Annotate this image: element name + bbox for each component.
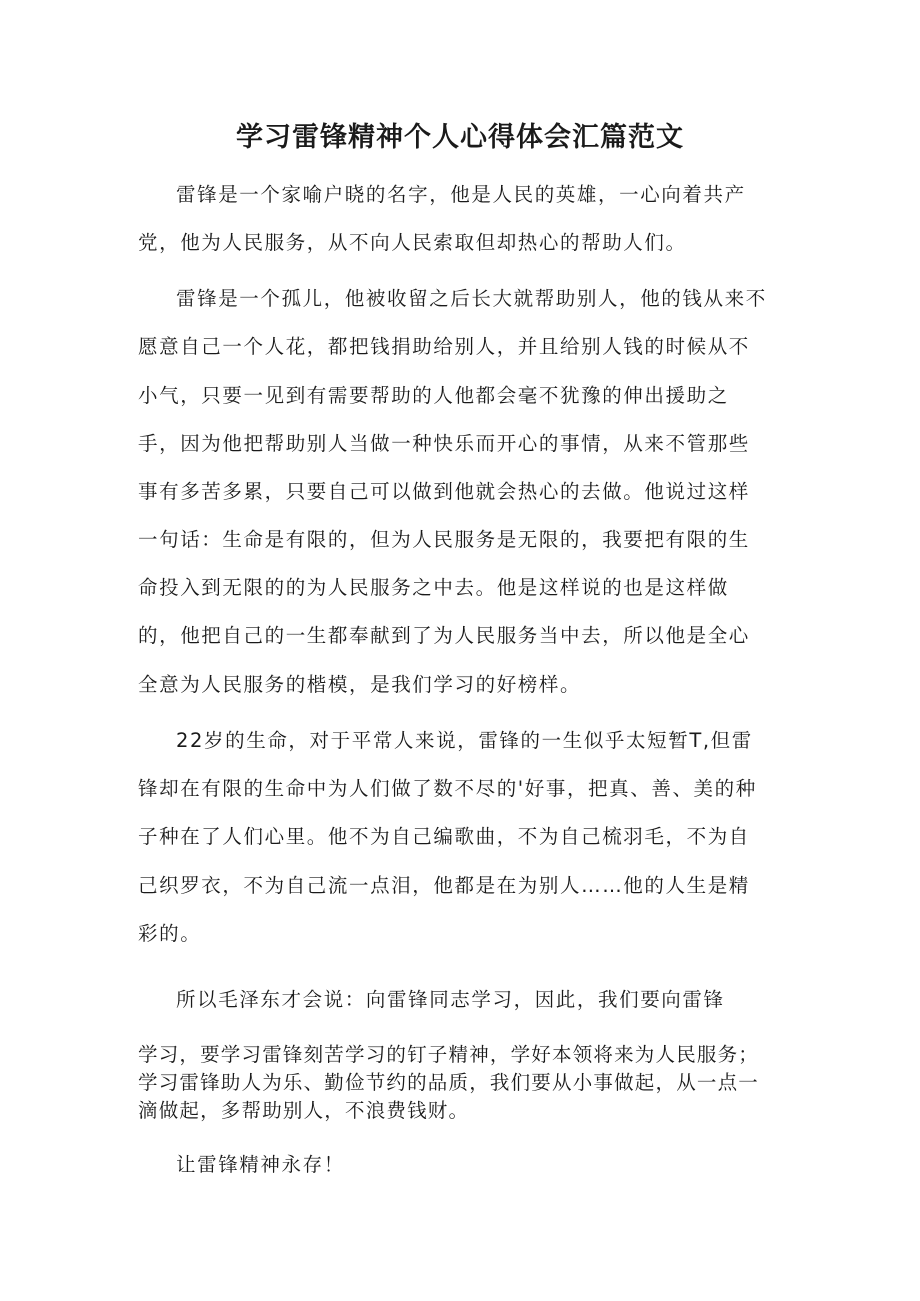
paragraph-3-line-4: 己织罗衣，不为自己流一点泪，他都是在为别人……他的人生是精 [138,874,750,897]
paragraph-5-line-2: 学习雷锋助人为乐、勤俭节约的品质，我们要从小事做起，从一点一 [138,1071,760,1094]
paragraph-2-line-4: 手，因为他把帮助别人当做一种快乐而开心的事情，从来不管那些 [138,432,750,455]
paragraph-6-line-1: 让雷锋精神永存！ [176,1153,345,1176]
paragraph-2-line-8: 的，他把自己的一生都奉献到了为人民服务当中去，所以他是全心 [138,624,750,647]
paragraph-2-line-3: 小气，只要一见到有需要帮助的人他都会毫不犹豫的伸出援助之 [138,384,729,407]
paragraph-2-line-9: 全意为人民服务的楷模，是我们学习的好榜样。 [138,673,582,696]
document-title: 学习雷锋精神个人心得体会汇篇范文 [236,122,684,153]
paragraph-4-line-1: 所以毛泽东才会说：向雷锋同志学习，因此，我们要向雷锋 [176,988,725,1011]
paragraph-5-line-3: 滴做起，多帮助别人，不浪费钱财。 [138,1099,470,1122]
paragraph-2-line-6: 一句话：生命是有限的，但为人民服务是无限的，我要把有限的生 [138,528,750,551]
paragraph-2-line-5: 事有多苦多累，只要自己可以做到他就会热心的去做。他说过这样 [138,480,750,503]
paragraph-2-line-7: 命投入到无限的的为人民服务之中去。他是这样说的也是这样做 [138,576,729,599]
paragraph-2-line-1: 雷锋是一个孤儿，他被收留之后长大就帮助别人，他的钱从来不 [176,287,767,310]
paragraph-3-line-1: 22岁的生命，对于平常人来说，雷锋的一生似乎太短暂T,但雷 [176,729,753,752]
paragraph-2-line-2: 愿意自己一个人花，都把钱捐助给别人，并且给别人钱的时候从不 [138,335,750,358]
paragraph-5-line-1: 学习，要学习雷锋刻苦学习的钉子精神，学好本领将来为人民服务； [138,1043,760,1066]
paragraph-3-line-5: 彩的。 [138,922,202,945]
paragraph-1-line-1: 雷锋是一个家喻户晓的名字，他是人民的英雄，一心向着共产 [176,183,746,206]
paragraph-3-line-3: 子种在了人们心里。他不为自己编歌曲，不为自己梳羽毛，不为自 [138,825,750,848]
paragraph-3-line-2: 锋却在有限的生命中为人们做了数不尽的'好事，把真、善、美的种 [138,777,757,800]
paragraph-1-line-2: 党，他为人民服务，从不向人民索取但却热心的帮助人们。 [138,231,687,254]
